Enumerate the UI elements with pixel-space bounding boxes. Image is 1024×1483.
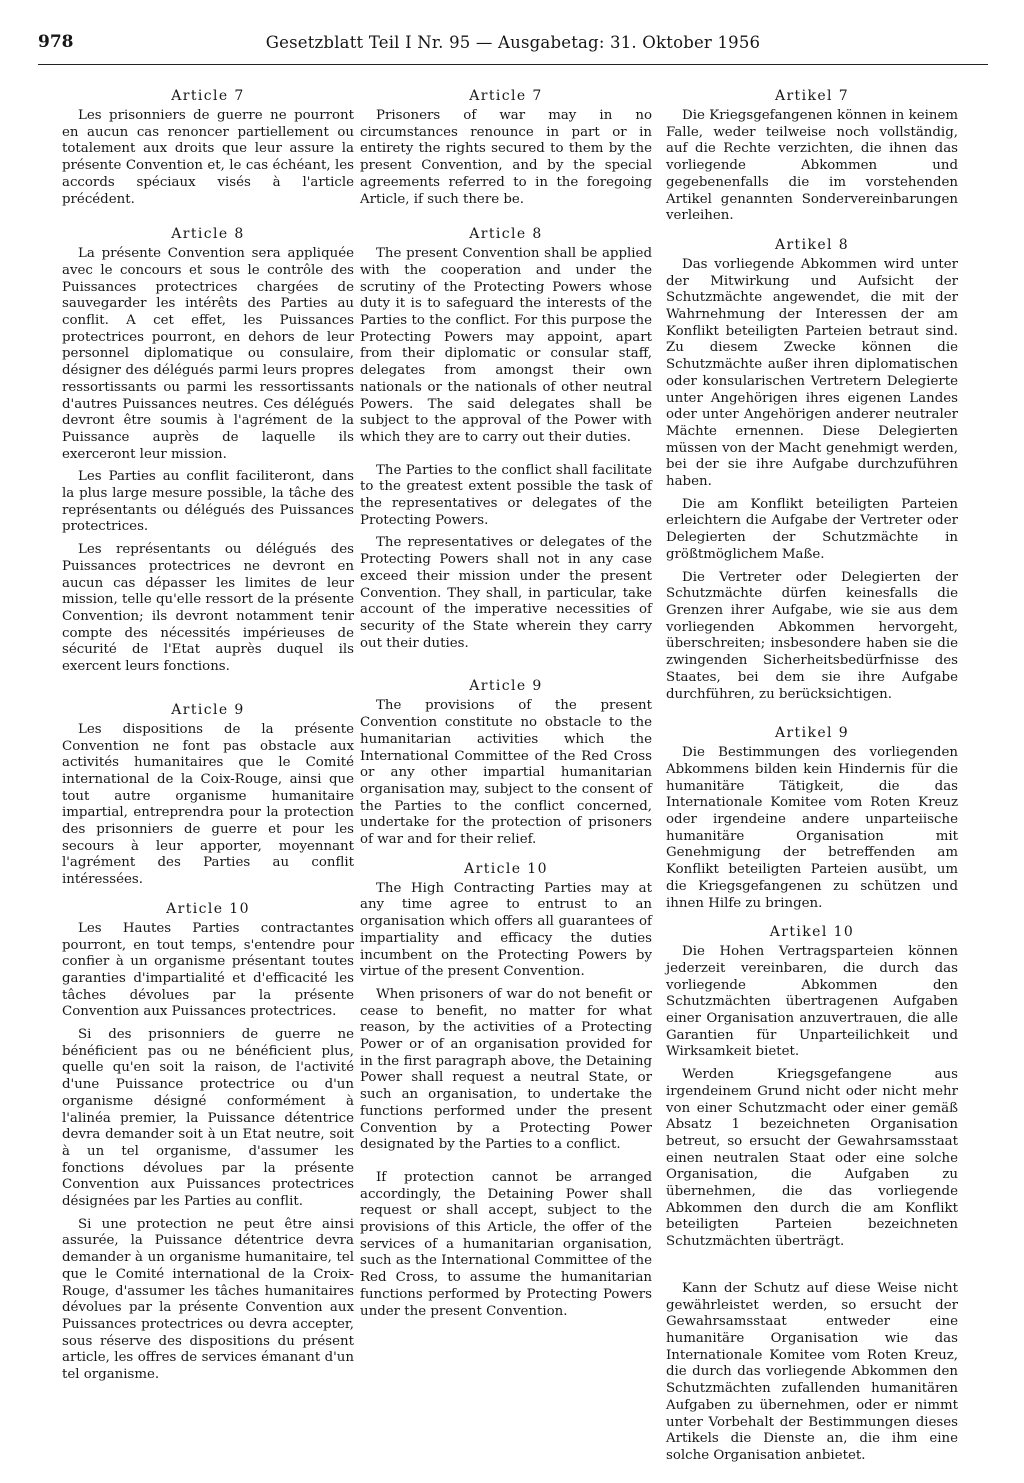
paragraph: Les Parties au conflit faciliteront, dans la plus large mesure possible, la tâche des représentants ou délégués des Puissances protectrices. <box>62 469 354 535</box>
paragraph: The High Contracting Parties may at any time agree to entrust to an organisation which offers all guarantees of impartiality and efficacy the duties incumbent on the Protecting Powers by virtue of the present Convention. <box>360 880 652 980</box>
paragraph: The provisions of the present Convention constitute no obstacle to the humanitarian activities which the International Committee of the Red Cross or any other impartial humanitarian organisation may, subject to the consent of the Parties to the conflict concerned, undertake for the protection of prisoners of war and for their relief. <box>360 698 652 848</box>
paragraph: La présente Convention sera appliquée avec le concours et sous le contrôle des Puissances protectrices chargées de sauvegarder les intérêts des Parties au conflit. A cet effet, les Puissances protectrices pourront, en dehors de leur personnel diplomatique ou consulaire, désigner des délégués parmi leurs propres ressortissants ou parmi les ressortissants d'autres Puissances neutres. Ces délégués devront être soumis à l'agrément de la Puissance auprès de laquelle ils exerceront leur mission. <box>62 246 354 462</box>
english-column <box>360 88 652 1338</box>
paragraph: Les dispositions de la présente Convention ne font pas obstacle aux activités humanitaires que le Comité international de la Coix-Rouge, ainsi que tout autre organisme humanitaire impartial, entreprendra pour la protection des prisonniers de guerre et pour les secours à leur apporter, moyennant l'agrément des Parties au conflit intéressées. <box>62 721 354 888</box>
french-article-7 <box>62 88 354 208</box>
paragraph: Les Hautes Parties contractantes pourront, en tout temps, s'entendre pour confier à un organisme présentant toutes garanties d'impartialité et d'efficacité les tâches dévolues par la présente Convention aux Puissances protectrices. <box>62 920 354 1020</box>
english-article-9 <box>360 678 652 848</box>
page-number: 978 <box>38 32 74 52</box>
paragraph: If protection cannot be arranged accordingly, the Detaining Power shall request or shall accept, subject to the provisions of this Article, the offer of the services of a humanitarian organisation, such as the International Committee of the Red Cross, to assume the humanitarian functions performed by Protecting Powers under the present Convention. <box>360 1169 652 1319</box>
paragraph: Kann der Schutz auf diese Weise nicht gewährleistet werden, so ersucht der Gewahrsamsstaat entweder eine humanitäre Organisation wie das Internationale Komitee vom Roten Kreuz, die durch das vorliegende Abkommen den Schutzmächten zufallenden humanitären Aufgaben zu übernehmen, oder er nimmt unter Vorbehalt der Bestimmungen dieses Artikels die Dienste an, die ihm eine solche Organisation anbietet. <box>666 1280 958 1463</box>
french-column <box>62 88 354 1402</box>
paragraph: Die Kriegsgefangenen können in keinem Falle, weder teilweise noch vollständig, auf die Rechte verzichten, die ihnen das vorliegende Abkommen und gegebenenfalls die im vorstehenden Artikel genannten Sondervereinbarungen verleihen. <box>666 108 958 224</box>
article-heading: Article 9 <box>171 701 245 718</box>
paragraph: Prisoners of war may in no circumstances renounce in part or in entirety the rights secured to them by the present Convention, and by the special agreements referred to in the foregoing Article, if such there be. <box>360 108 652 207</box>
english-article-10 <box>360 861 652 1321</box>
german-article-9 <box>666 725 958 912</box>
article-heading: Artikel 9 <box>774 725 850 742</box>
french-article-8 <box>62 226 354 676</box>
running-head: Gesetzblatt Teil I Nr. 95 — Ausgabetag: 31. Oktober 1956 <box>265 33 761 52</box>
article-heading: Article 9 <box>469 678 543 695</box>
article-heading: Article 8 <box>171 226 245 243</box>
german-article-8 <box>666 237 958 703</box>
paragraph: Si une protection ne peut être ainsi assurée, la Puissance détentrice devra demander à un organisme humanitaire, tel que le Comité international de la Croix-Rouge, d'assumer les tâches humanitaires dévolues par la présente Convention aux Puissances protectrices ou devra accepter, sous réserve des dispositions du présent article, les offres de services émanant d'un tel organisme. <box>62 1216 354 1383</box>
paragraph: Die am Konflikt beteiligten Parteien erleichtern die Aufgabe der Vertreter oder Delegierten der Schutzmächte in größtmöglichem Maße. <box>666 496 958 562</box>
paragraph: When prisoners of war do not benefit or cease to benefit, no matter for what reason, by the activities of a Protecting Power or of an organisation provided for in the first paragraph above, the Detaining Power shall request a neutral State, or such an organisation, to undertake the functions performed under the present Convention by a Protecting Power designated by the Parties to a conflict. <box>360 986 652 1153</box>
paragraph: Werden Kriegsgefangene aus irgendeinem Grund nicht oder nicht mehr von einer Schutzmacht oder einer gemäß Absatz 1 bezeichneten Organisation betreut, so ersucht der Gewahrsamsstaat einen neutralen Staat oder eine solche Organisation, die Aufgaben zu übernehmen, die das vorliegende Abkommen den durch die am Konflikt beteiligten Parteien bezeichneten Schutzmächten überträgt. <box>666 1067 958 1250</box>
paragraph: The present Convention shall be applied with the cooperation and under the scrutiny of the Protecting Powers whose duty it is to safeguard the interests of the Parties to the conflict. For this purpose the Protecting Powers may appoint, apart from their diplomatic or consular staff, delegates from amongst their own nationals or the nationals of other neutral Powers. The said delegates shall be subject to the approval of the Power with which they are to carry out their duties. <box>360 246 652 445</box>
english-article-8 <box>360 226 652 652</box>
paragraph: The Parties to the conflict shall facilitate to the greatest extent possible the task of the representatives or delegates of the Protecting Powers. <box>360 462 652 528</box>
article-heading: Article 10 <box>166 900 250 917</box>
article-heading: Artikel 10 <box>769 924 855 941</box>
article-heading: Article 7 <box>171 88 245 104</box>
french-article-10 <box>62 901 354 1384</box>
german-article-10 <box>666 924 958 1464</box>
french-article-9 <box>62 702 354 889</box>
paragraph: Die Hohen Vertragsparteien können jederzeit vereinbaren, die durch das vorliegende Abkommen den Schutzmächten übertragenen Aufgaben einer Organisation anzuvertrauen, die alle Garantien für Unparteilichkeit und Wirksamkeit bietet. <box>666 944 958 1060</box>
english-article-7 <box>360 88 652 208</box>
paragraph: Das vorliegende Abkommen wird unter der Mitwirkung und Aufsicht der Schutzmächte angewendet, die mit der Wahrnehmung der Interessen der am Konflikt beteiligten Parteien betraut sind. Zu diesem Zwecke können die Schutzmächte außer ihren diplomatischen oder konsularischen Vertretern Delegierte unter Angehörigen ihres eigenen Landes oder unter Angehörigen anderer neutraler Mächte ernennen. Diese Delegierten müssen von der Macht genehmigt werden, bei der sie ihre Aufgabe durchzuführen haben. <box>666 256 958 490</box>
article-heading: Artikel 8 <box>774 236 850 253</box>
article-heading: Article 7 <box>469 88 543 104</box>
paragraph: Les prisonniers de guerre ne pourront en aucun cas renoncer partiellement ou totalement aux droits que leur assure la présente Convention et, le cas échéant, les accords spéciaux visés à l'article précédent. <box>62 108 354 207</box>
paragraph: Les représentants ou délégués des Puissances protectrices ne devront en aucun cas dépasser les limites de leur mission, telle qu'elle ressort de la présente Convention; ils devront notamment tenir compte des nécessités impérieuses de sécurité de l'Etat auprès duquel ils exercent leurs fonctions. <box>62 542 354 675</box>
german-article-7 <box>666 88 958 225</box>
paragraph: Die Bestimmungen des vorliegenden Abkommens bilden kein Hindernis für die humanitäre Tätigkeit, die das Internationale Komitee vom Roten Kreuz oder irgendeine andere unparteiische humanitäre Organisation mit Genehmigung der betreffenden am Konflikt beteiligten Parteien ausübt, um die Kriegsgefangenen zu schützen und ihnen Hilfe zu bringen. <box>666 745 958 911</box>
page-header <box>38 30 988 65</box>
paragraph: The representatives or delegates of the Protecting Powers shall not in any case exceed their mission under the present Convention. They shall, in particular, take account of the imperative necessities of security of the State wherein they carry out their duties. <box>360 535 652 651</box>
article-heading: Article 8 <box>469 226 543 243</box>
paragraph: Si des prisonniers de guerre ne bénéficient pas ou ne bénéficient plus, quelle qu'en soit la raison, de l'activité d'une Puissance protectrice ou d'un organisme désigné conformément à l'alinéa premier, la Puissance détentrice devra demander soit à un Etat neutre, soit à un tel organisme, d'assumer les fonctions dévolues par la présente Convention aux Puissances protectrices désignées par les Parties au conflit. <box>62 1027 354 1210</box>
article-heading: Article 10 <box>464 860 548 877</box>
german-column <box>666 88 958 1483</box>
paragraph: Die Vertreter oder Delegierten der Schutzmächte dürfen keinesfalls die Grenzen ihrer Aufgabe, wie sie aus dem vorliegenden Abkommen hervorgeht, überschreiten; insbesondere haben sie die zwingenden Sicherheitsbedürfnisse des Staates, bei dem sie ihre Aufgabe durchführen, zu berücksichtigen. <box>666 569 958 702</box>
article-heading: Artikel 7 <box>774 88 850 104</box>
